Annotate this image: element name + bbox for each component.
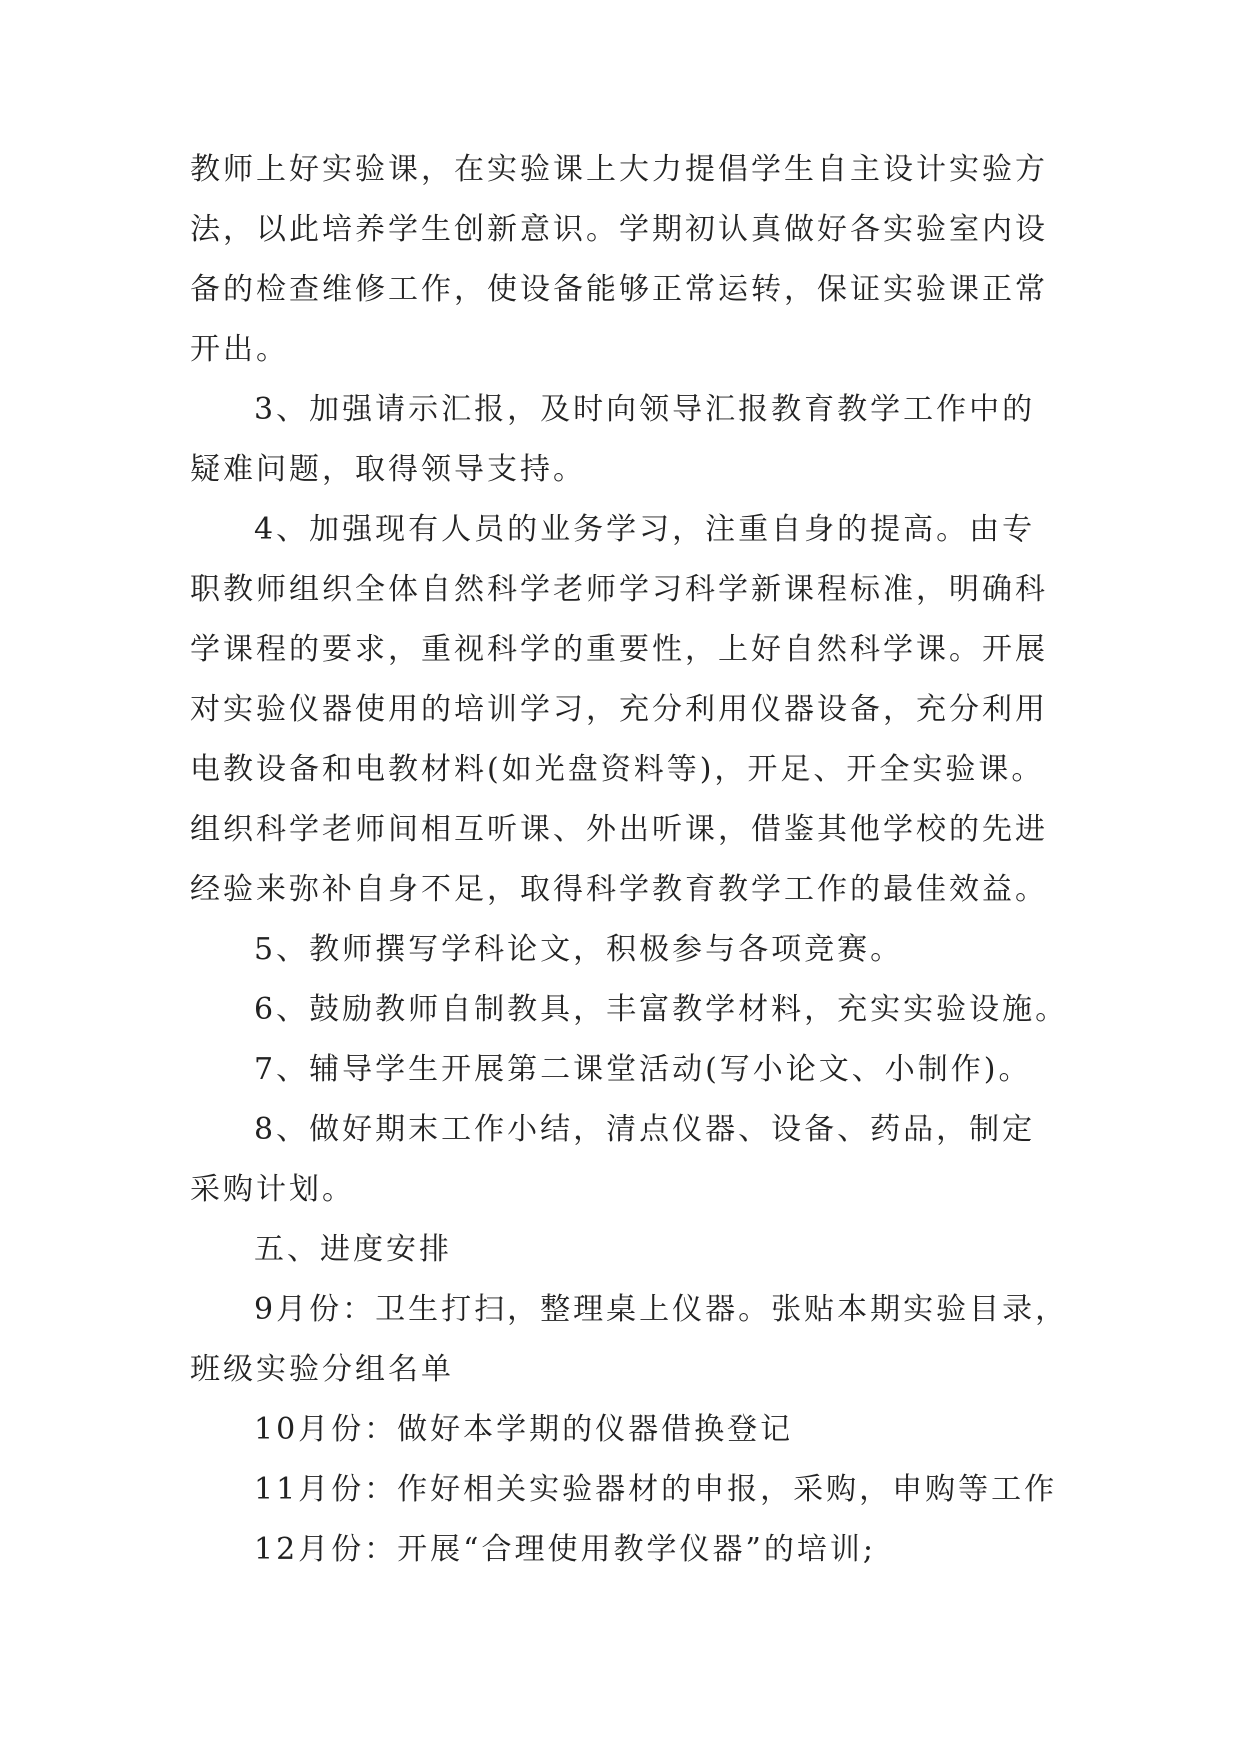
text-line-10: 对实验仪器使用的培训学习，充分利用仪器设备，充分利用 [190,692,1048,727]
text-line-6: 疑难问题，取得领导支持。 [190,452,586,487]
text-line-5: 3、加强请示汇报，及时向领导汇报教育教学工作中的 [254,392,1036,427]
text-line-13: 经验来弥补自身不足，取得科学教育教学工作的最佳效益。 [190,872,1048,907]
text-line-11: 电教设备和电教材料(如光盘资料等)，开足、开全实验课。 [190,752,1045,787]
text-line-3: 备的检查维修工作，使设备能够正常运转，保证实验课正常 [190,272,1048,307]
text-line-24: 12月份：开展“合理使用教学仪器”的培训; [254,1532,876,1567]
text-line-20: 9月份：卫生打扫，整理桌上仪器。张贴本期实验目录， [254,1292,1069,1327]
text-line-12: 组织科学老师间相互听课、外出听课，借鉴其他学校的先进 [190,812,1048,847]
text-line-1: 教师上好实验课，在实验课上大力提倡学生自主设计实验方 [190,152,1048,187]
text-line-16: 7、辅导学生开展第二课堂活动(写小论文、小制作)。 [254,1052,1032,1087]
text-line-15: 6、鼓励教师自制教具，丰富教学材料，充实实验设施。 [254,992,1069,1027]
text-line-9: 学课程的要求，重视科学的重要性，上好自然科学课。开展 [190,632,1048,667]
section-heading: 五、进度安排 [254,1232,452,1267]
text-line-17: 8、做好期末工作小结，清点仪器、设备、药品，制定 [254,1112,1036,1147]
text-line-4: 开出。 [190,332,289,367]
text-line-8: 职教师组织全体自然科学老师学习科学新课程标准，明确科 [190,572,1048,607]
text-line-14: 5、教师撰写学科论文，积极参与各项竞赛。 [254,932,904,967]
document-body [190,140,1070,1580]
text-line-23: 11月份：作好相关实验器材的申报，采购，申购等工作 [254,1472,1058,1507]
text-line-18: 采购计划。 [190,1172,355,1207]
text-line-21: 班级实验分组名单 [190,1352,454,1387]
text-line-2: 法，以此培养学生创新意识。学期初认真做好各实验室内设 [190,212,1048,247]
text-line-22: 10月份：做好本学期的仪器借换登记 [254,1412,794,1447]
text-line-7: 4、加强现有人员的业务学习，注重自身的提高。由专 [254,512,1036,547]
